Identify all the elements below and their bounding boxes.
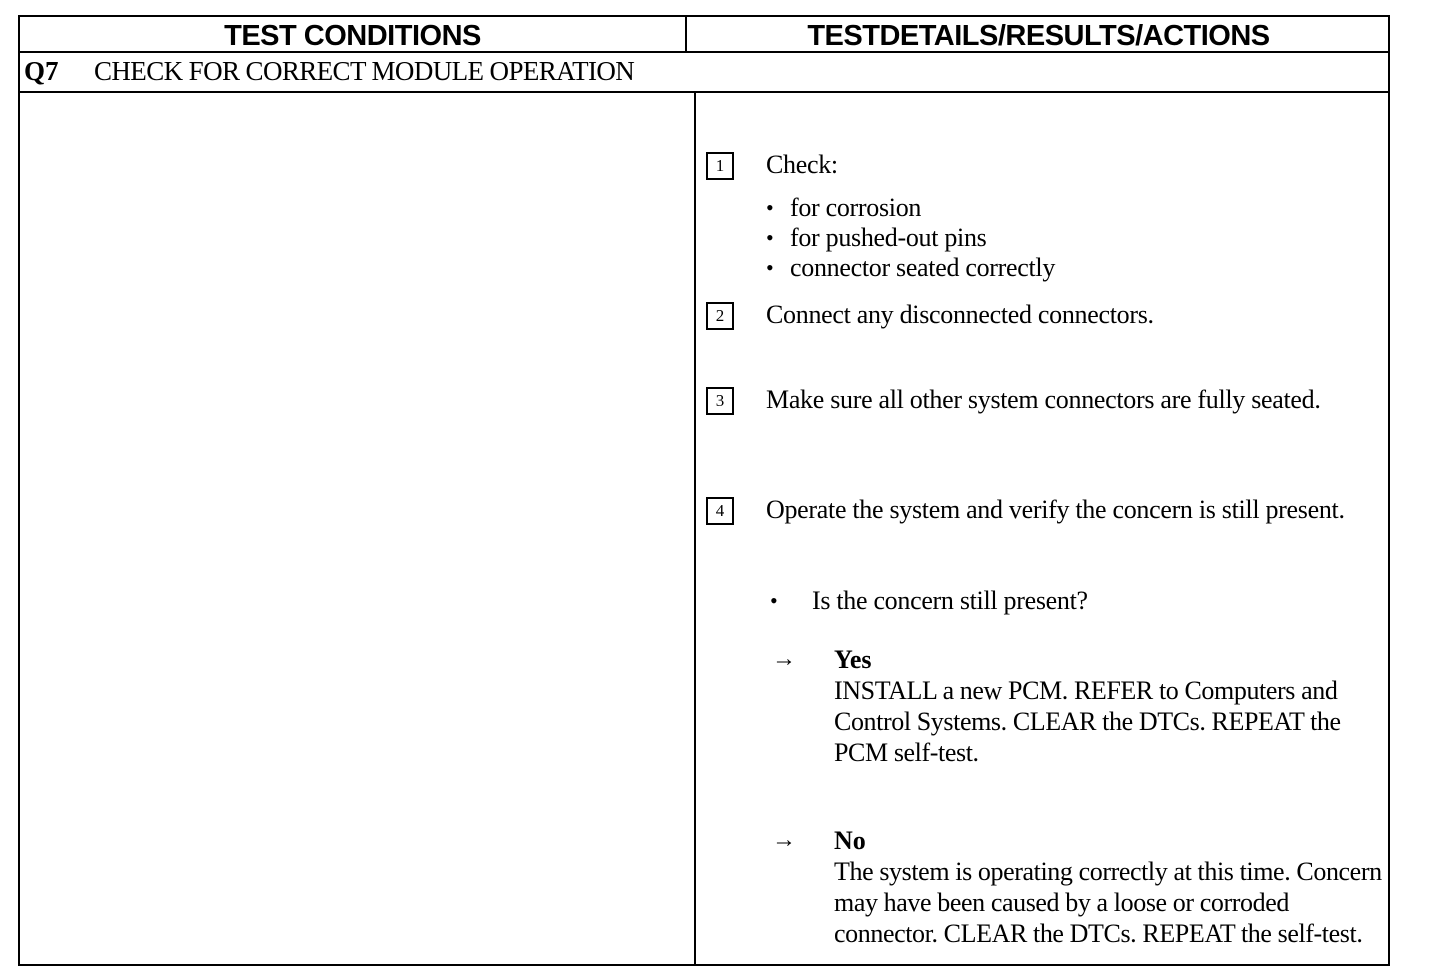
step-number-box: 1 [706,152,734,180]
bullet-text: for pushed-out pins [790,223,987,252]
step-text: Check: [766,150,838,179]
step-number-box: 2 [706,302,734,330]
test-conditions-cell [20,93,696,966]
answer-text: The system is operating correctly at this time. Concern may have been caused by a loose or corroded connector. CLEAR the DTCs. REPEAT the self-test. [834,857,1382,948]
arrow-right-icon: → [772,646,796,672]
step-number-box: 4 [706,497,734,525]
bullet-icon: • [766,225,774,250]
list-item [766,193,1055,223]
step-1-bullet-list [766,193,1055,283]
list-item [766,223,1055,253]
test-table [18,15,1390,966]
question-text: Is the concern still present? [812,586,1088,615]
bullet-icon: • [766,255,774,280]
bullet-icon: • [770,588,778,613]
section-title: CHECK FOR CORRECT MODULE OPERATION [94,56,635,86]
step-text: Operate the system and verify the concern is still present. [766,495,1345,524]
answer-label: Yes [834,645,872,674]
step-text: Make sure all other system connectors are fully seated. [766,385,1321,414]
step-number-box: 3 [706,387,734,415]
bullet-text: connector seated correctly [790,253,1056,282]
answer-label: No [834,826,866,855]
answer-text: INSTALL a new PCM. REFER to Computers and Control Systems. CLEAR the DTCs. REPEAT the PCM self-test. [834,676,1341,767]
bullet-text: for corrosion [790,193,922,222]
list-item [766,253,1055,283]
arrow-right-icon: → [772,827,796,853]
header-test-conditions: TEST CONDITIONS [20,17,687,51]
step-text: Connect any disconnected connectors. [766,300,1154,329]
section-heading-row [20,53,1388,93]
header-test-details: TESTDETAILS/RESULTS/ACTIONS [807,20,1270,52]
section-id: Q7 [24,56,59,86]
bullet-icon: • [766,195,774,220]
table-header-row [20,17,1388,53]
test-details-cell [696,93,1390,966]
